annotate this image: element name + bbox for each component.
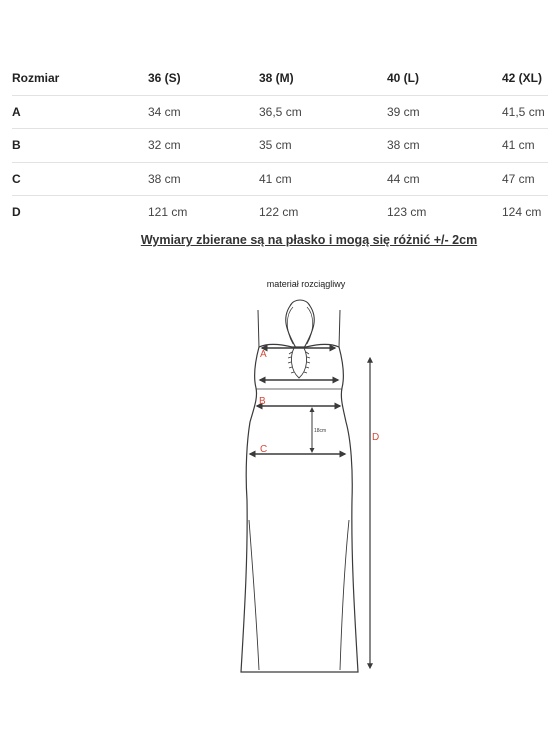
left-strap: [258, 310, 259, 348]
table-cell: 38 cm: [148, 162, 259, 196]
right-strap: [339, 310, 340, 348]
table-cell: 41 cm: [502, 129, 548, 163]
table-cell: 39 cm: [387, 95, 502, 129]
table-cell: 35 cm: [259, 129, 387, 163]
left-slit: [249, 520, 259, 670]
row-label-d: D: [12, 196, 148, 229]
label-slit: 18cm: [314, 428, 327, 434]
measurement-note-text: Wymiary zbierane są na płasko i mogą się różnić +/- 2cm: [140, 233, 478, 247]
header-rozmiar: Rozmiar: [12, 71, 60, 86]
row-label-a: A: [12, 95, 148, 129]
label-c: C: [260, 444, 268, 455]
table-cell: 38 cm: [387, 129, 502, 163]
label-d: D: [372, 432, 380, 443]
table-cell: 41 cm: [259, 162, 387, 196]
halter-neck-strap: [286, 300, 315, 348]
table-cell: 124 cm: [502, 196, 548, 229]
table-cell: 47 cm: [502, 162, 548, 196]
table-cell: 32 cm: [148, 129, 259, 163]
table-cell: 122 cm: [259, 196, 387, 229]
row-label-b: B: [12, 129, 148, 163]
front-cutout: [291, 348, 306, 378]
diagram-caption: materiał rozciągliwy: [266, 279, 346, 289]
header-size-xl: 42 (XL): [502, 71, 543, 86]
table-cell: 121 cm: [148, 196, 259, 229]
header-size-m: 38 (M): [259, 71, 294, 86]
header-size-s: 36 (S): [148, 71, 181, 86]
label-a: A: [260, 349, 267, 360]
table-cell: 34 cm: [148, 95, 259, 129]
dress-outline: [241, 344, 358, 672]
table-cell: 41,5 cm: [502, 95, 548, 129]
row-label-c: C: [12, 162, 148, 196]
right-slit: [340, 520, 349, 670]
label-b: B: [259, 396, 266, 407]
table-cell: 123 cm: [387, 196, 502, 229]
table-cell: 36,5 cm: [259, 95, 387, 129]
header-size-l: 40 (L): [387, 71, 420, 86]
table-cell: 44 cm: [387, 162, 502, 196]
